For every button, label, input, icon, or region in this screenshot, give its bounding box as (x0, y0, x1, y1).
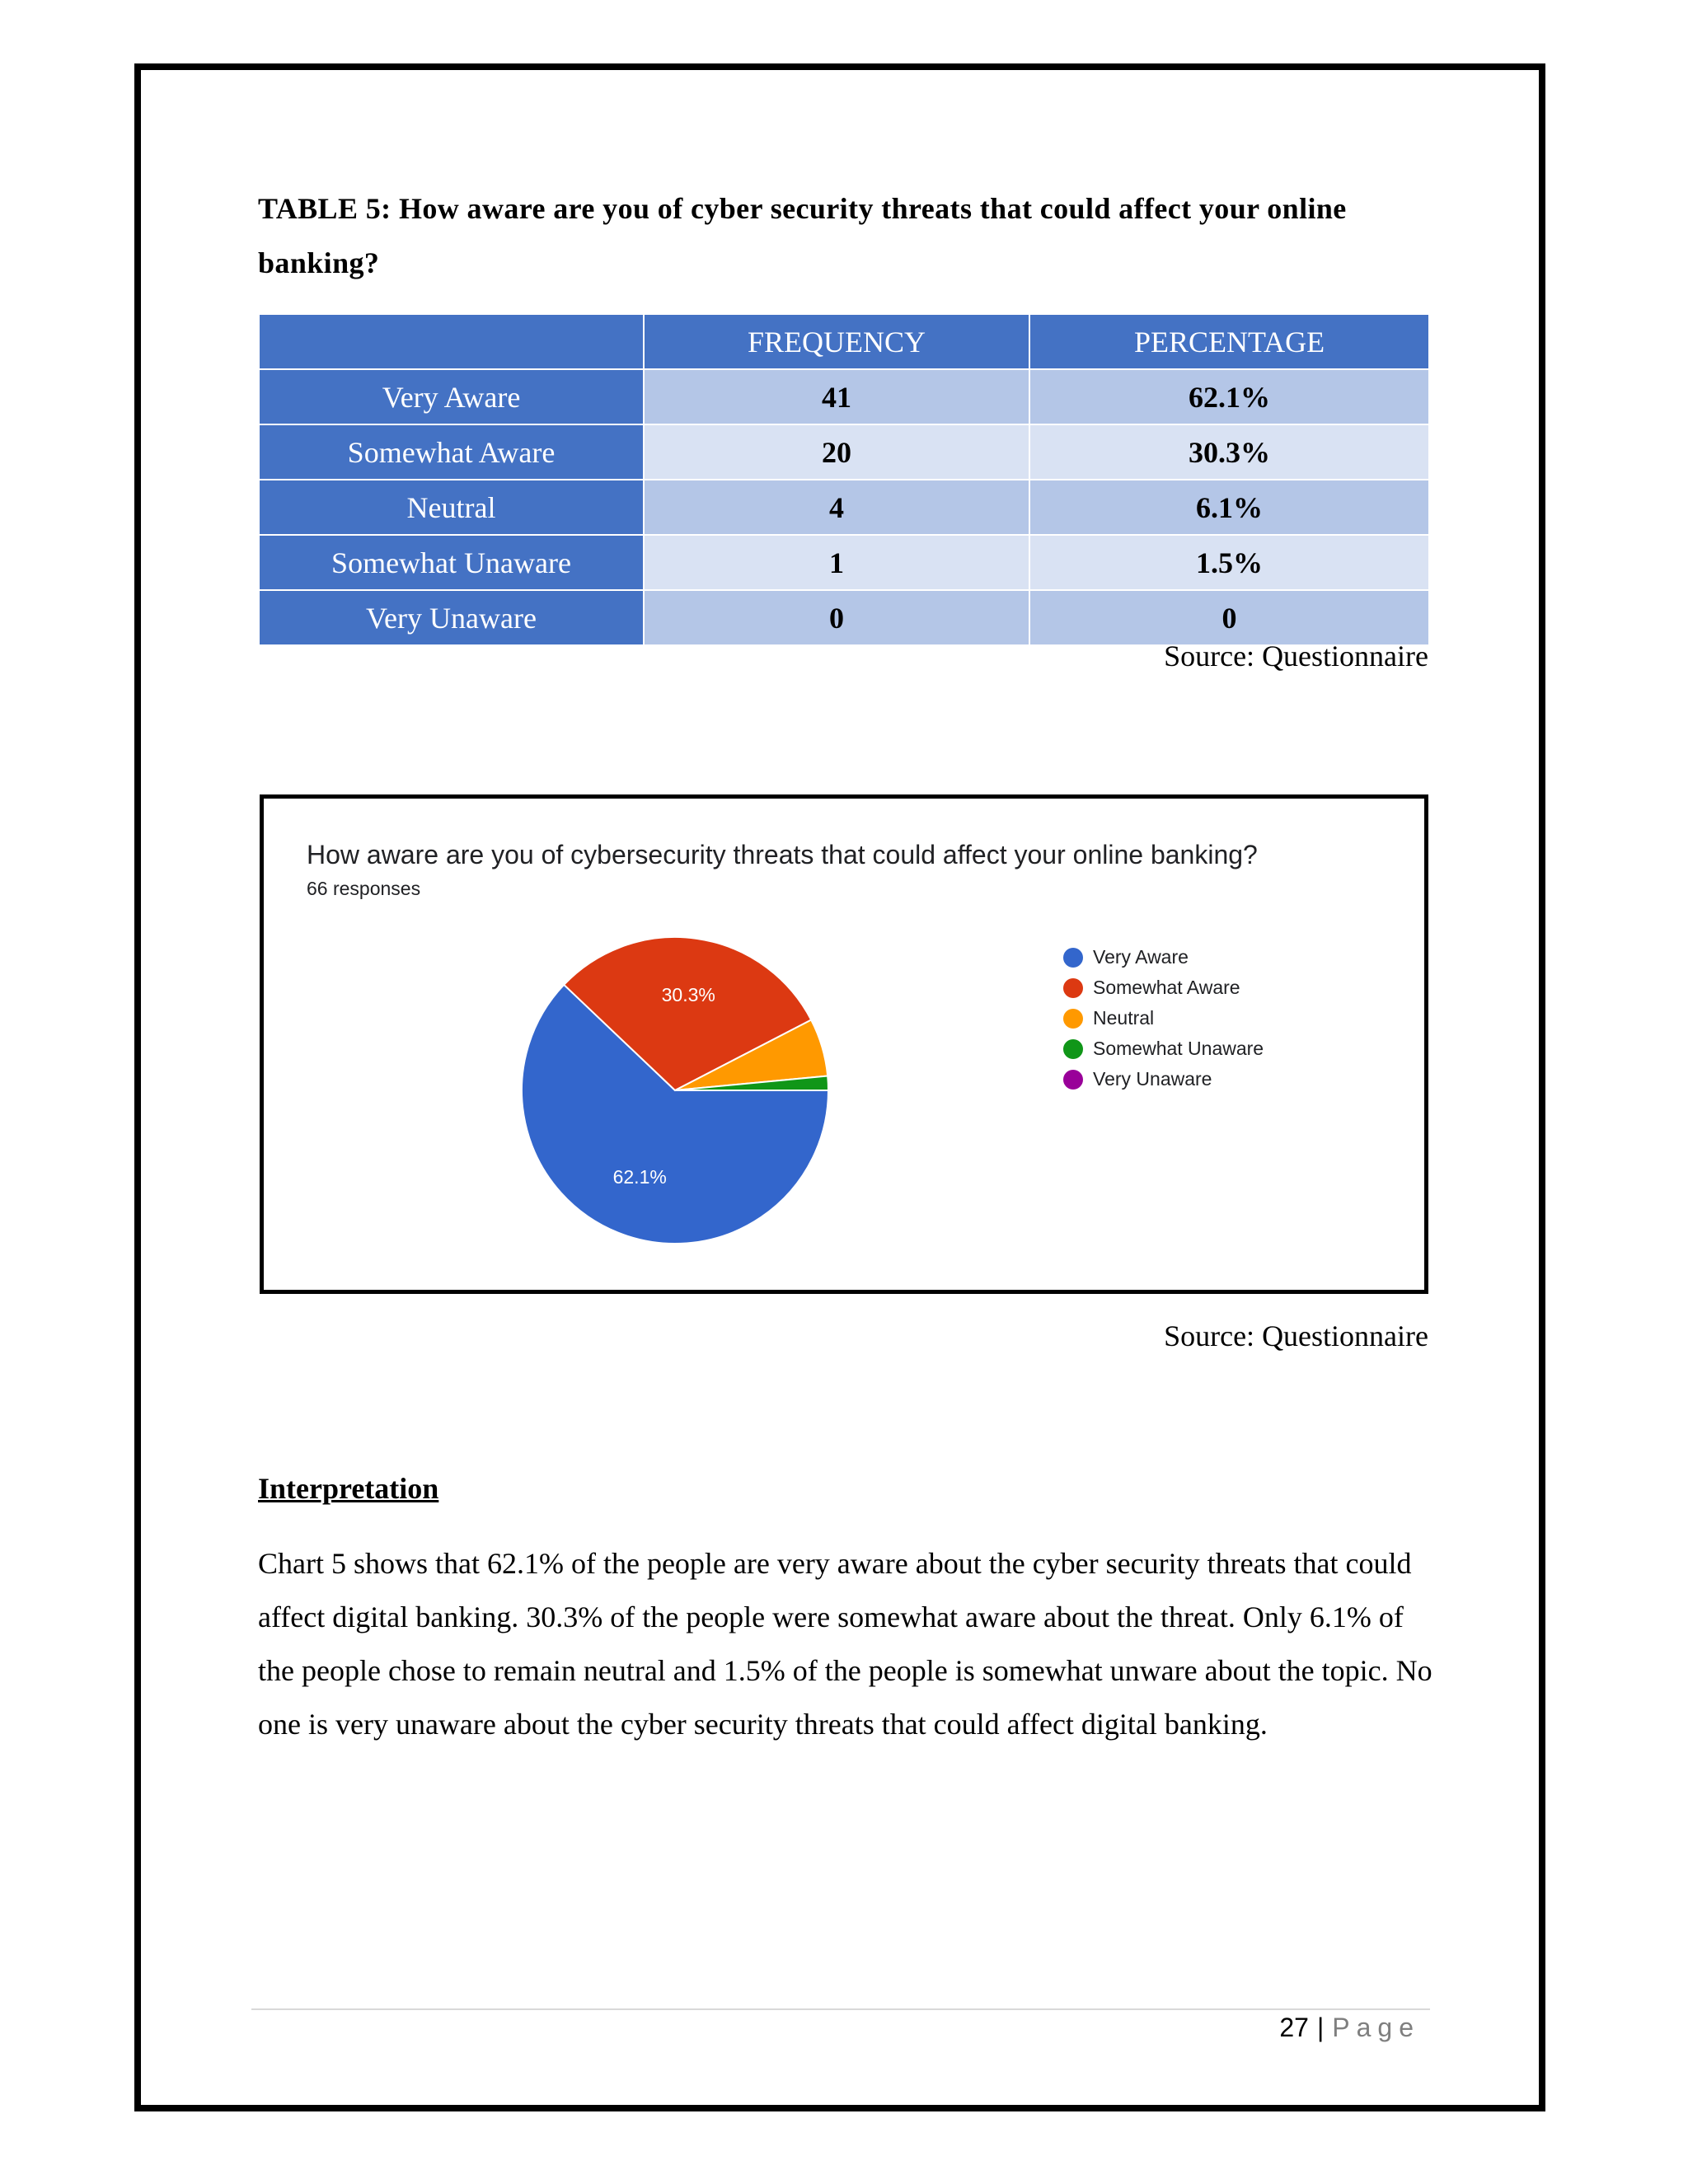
legend-item-very-aware (1063, 942, 1264, 972)
table-row (259, 590, 1429, 645)
legend-label: Somewhat Aware (1093, 977, 1240, 998)
row-label: Somewhat Aware (259, 424, 644, 480)
chart-source: Source: Questionnaire (1164, 1319, 1428, 1352)
legend-swatch (1063, 1070, 1083, 1090)
table-header-frequency: FREQUENCY (644, 314, 1029, 369)
row-percentage: 6.1% (1029, 480, 1429, 535)
table-header-percentage: PERCENTAGE (1029, 314, 1429, 369)
legend-item-very-unaware (1063, 1064, 1264, 1094)
legend-swatch (1063, 1039, 1083, 1059)
legend-label: Very Unaware (1093, 1068, 1212, 1090)
legend-label: Somewhat Unaware (1093, 1038, 1264, 1059)
legend-swatch (1063, 978, 1083, 998)
table-row (259, 424, 1429, 480)
table-title: TABLE 5: How aware are you of cyber security threats that could affect your online banking? (258, 192, 1347, 279)
row-frequency: 4 (644, 480, 1029, 535)
page-separator: | (1316, 2013, 1325, 2042)
chart-legend (1063, 942, 1264, 1094)
pie-data-label: 30.3% (661, 983, 715, 1005)
legend-swatch (1063, 1009, 1083, 1029)
legend-label: Very Aware (1093, 946, 1189, 968)
row-label: Neutral (259, 480, 644, 535)
row-label: Somewhat Unaware (259, 535, 644, 590)
table-row (259, 480, 1429, 535)
row-label: Very Aware (259, 369, 644, 424)
table-header-empty (259, 314, 644, 369)
row-label: Very Unaware (259, 590, 644, 645)
page-number: 27 (1279, 2013, 1309, 2042)
row-percentage: 30.3% (1029, 424, 1429, 480)
interpretation-body: Chart 5 shows that 62.1% of the people are very aware about the cyber security threats that could affect digital banking. 30.3% of the people were somewhat aware about the threat. Only 6.1% of the people chose to remain neutral and 1.5% of the people is somewhat unware about the topic. No one is very unaware about the cyber security threats that could affect digital banking. (258, 1547, 1432, 1741)
legend-item-somewhat-aware (1063, 972, 1264, 1003)
frequency-table (258, 313, 1430, 646)
interpretation-heading: Interpretation (258, 1472, 439, 1505)
row-frequency: 0 (644, 590, 1029, 645)
legend-item-somewhat-unaware (1063, 1033, 1264, 1064)
chart-title: How aware are you of cybersecurity threats that could affect your online banking? (307, 840, 1258, 869)
legend-label: Neutral (1093, 1007, 1155, 1029)
legend-item-neutral (1063, 1003, 1264, 1033)
row-percentage: 1.5% (1029, 535, 1429, 590)
table-row (259, 369, 1429, 424)
row-frequency: 20 (644, 424, 1029, 480)
row-frequency: 1 (644, 535, 1029, 590)
pie-chart-panel (260, 794, 1428, 1294)
chart-subtitle: 66 responses (307, 878, 421, 899)
pie-data-label: 62.1% (612, 1166, 667, 1188)
page-word: Page (1332, 2013, 1420, 2042)
row-frequency: 41 (644, 369, 1029, 424)
footer-rule (251, 2008, 1430, 2010)
row-percentage: 62.1% (1029, 369, 1429, 424)
legend-swatch (1063, 948, 1083, 968)
row-percentage: 0 (1029, 590, 1429, 645)
page-footer (1279, 2013, 1420, 2043)
table-header-row (259, 314, 1429, 369)
table-source: Source: Questionnaire (1164, 640, 1428, 673)
table-row (259, 535, 1429, 590)
